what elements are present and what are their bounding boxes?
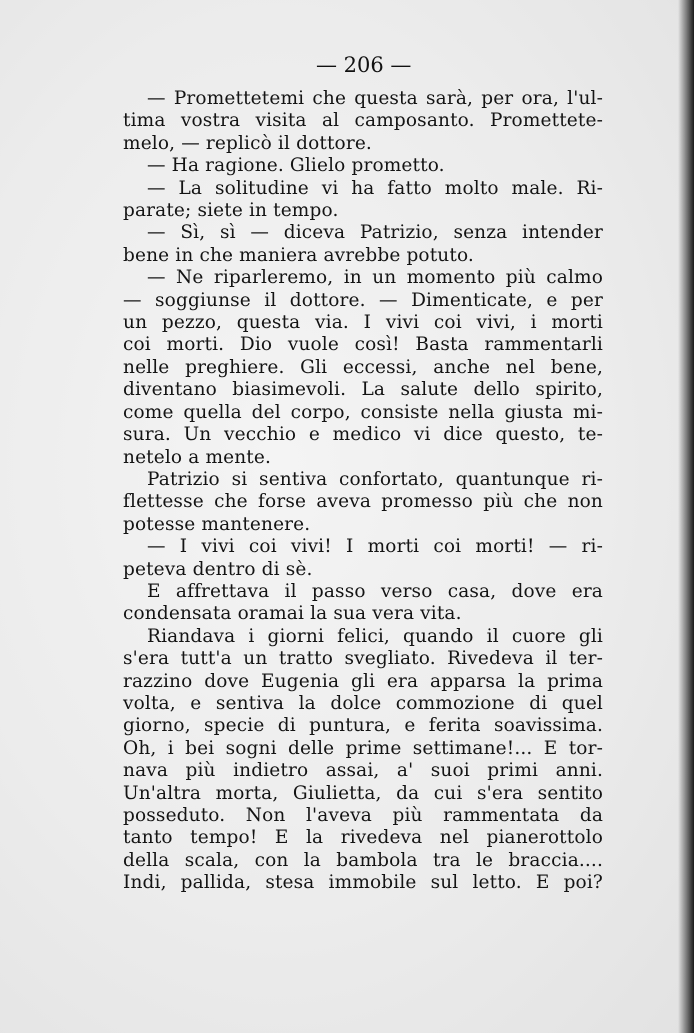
text-line: bene in che maniera avrebbe potuto. [123, 244, 474, 266]
text-line: — I vivi coi vivi! I morti coi morti! — ri- [147, 536, 603, 558]
text-line: razzino dove Eugenia gli era apparsa la prima [123, 670, 603, 692]
text-line: volta, e sentiva la dolce commozione di quel [123, 692, 603, 714]
text-line: melo, — replicò il dottore. [123, 132, 372, 154]
body-text [123, 88, 603, 895]
text-line: — Ne riparleremo, in un momento più calmo [147, 267, 603, 289]
text-line: s'era tutt'a un tratto svegliato. Rivedeva il ter- [123, 648, 603, 670]
text-line: tima vostra visita al camposanto. Promettete- [123, 110, 603, 132]
text-line: posseduto. Non l'aveva più rammentata da [123, 805, 603, 826]
paragraph [123, 155, 603, 177]
text-line: della scala, con la bambola tra le braccia.... [123, 849, 603, 871]
text-line: Patrizio si sentiva confortato, quantunque ri- [147, 468, 603, 490]
paragraph [123, 469, 603, 536]
text-line: tanto tempo! E la rivedeva nel pianerottolo [123, 827, 603, 849]
text-line: condensata oramai la sua vera vita. [123, 603, 462, 625]
paragraph [123, 626, 603, 895]
paragraph [123, 178, 603, 223]
paragraph [123, 222, 603, 267]
paragraph [123, 536, 603, 581]
text-line: nelle preghiere. Gli eccessi, anche nel bene, [123, 356, 603, 378]
paragraph [123, 267, 603, 469]
text-line: diventano biasimevoli. La salute dello spirito, [123, 379, 603, 401]
paragraph [123, 88, 603, 155]
text-line: giorno, specie di puntura, e ferita soavissima. [123, 715, 603, 737]
text-line: potesse mantenere. [123, 513, 311, 535]
text-line: netelo a mente. [123, 446, 272, 468]
text-line: Un'altra morta, Giulietta, da cui s'era sentito [123, 782, 603, 804]
text-line: come quella del corpo, consiste nella giusta mi- [123, 401, 603, 423]
paragraph [123, 581, 603, 626]
text-line: coi morti. Dio vuole così! Basta rammentarli [123, 334, 603, 356]
text-line: — Promettetemi che questa sarà, per ora, l'ul- [147, 88, 603, 109]
text-line: un pezzo, questa via. I vivi coi vivi, i morti [123, 312, 603, 334]
text-line: Oh, i bei sogni delle prime settimane!... E tor- [123, 737, 603, 759]
text-line: — Ha ragione. Glielo prometto. [147, 155, 445, 177]
text-line: Indi, pallida, stesa immobile sul letto. E poi? [123, 872, 603, 894]
text-line: Riandava i giorni felici, quando il cuore gli [147, 625, 603, 647]
text-line: — Sì, sì — diceva Patrizio, senza intender [147, 222, 603, 244]
text-line: — soggiunse il dottore. — Dimenticate, e per [123, 289, 603, 311]
page-number: — 206 — [316, 53, 412, 77]
text-line: parate; siete in tempo. [123, 200, 339, 222]
text-line: flettesse che forse aveva promesso più che non [123, 491, 603, 513]
text-line: E affrettava il passo verso casa, dove era [147, 580, 603, 602]
text-line: nava più indietro assai, a' suoi primi anni. [123, 760, 603, 782]
text-line: sura. Un vecchio e medico vi dice questo, te- [123, 424, 603, 446]
text-line: — La solitudine vi ha fatto molto male. Ri- [147, 177, 603, 199]
text-line: peteva dentro di sè. [123, 558, 313, 580]
page-edge-shadow [678, 0, 694, 1033]
